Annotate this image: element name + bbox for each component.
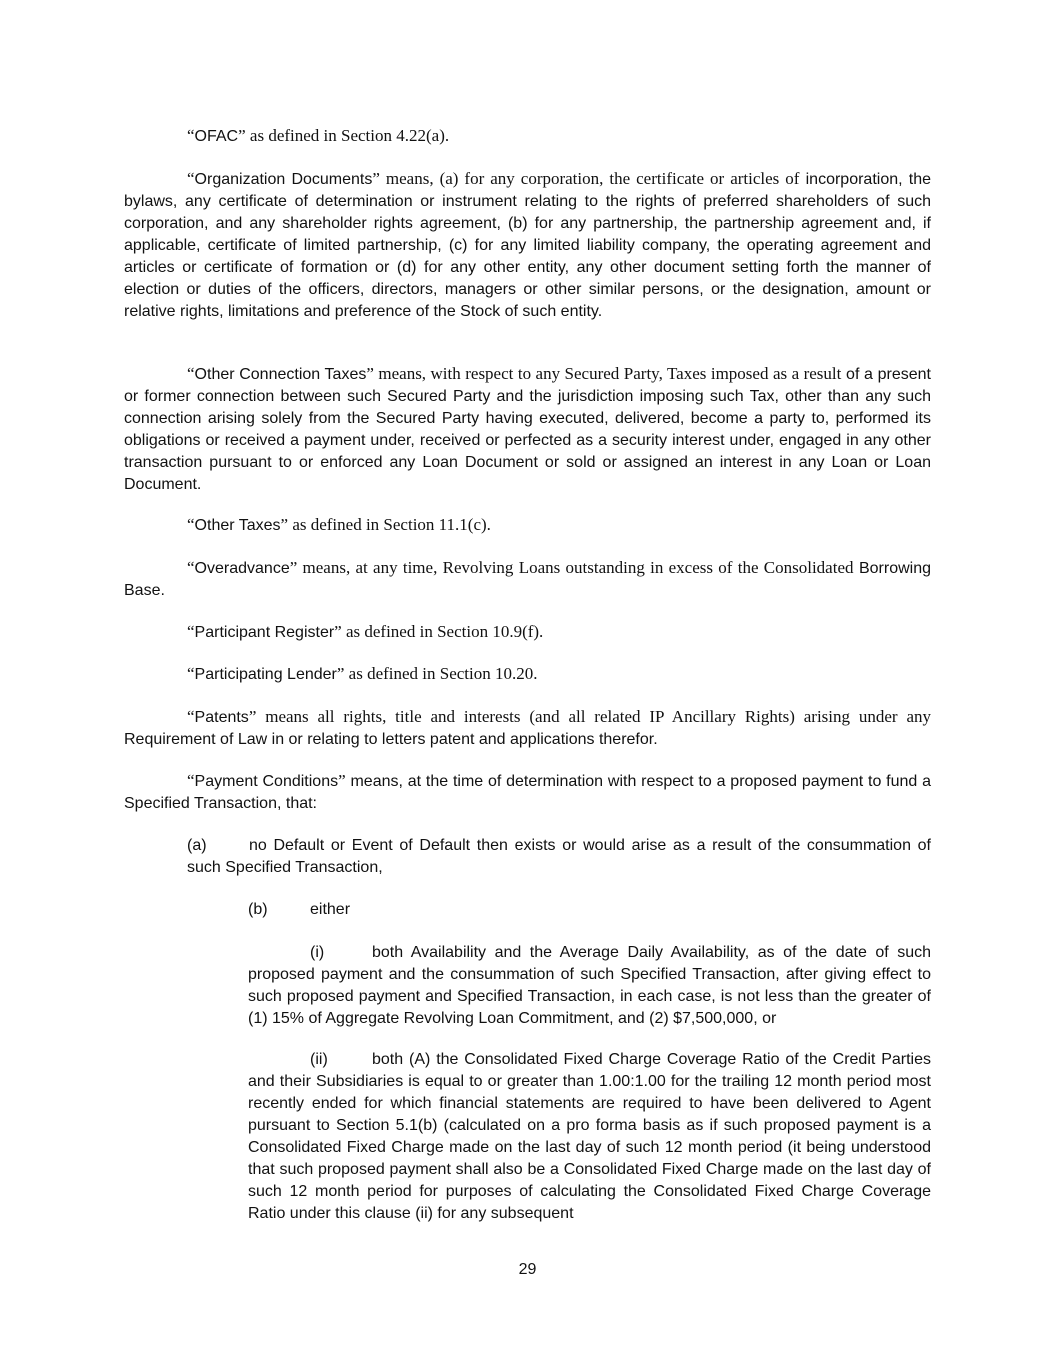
clause-i-label: (i) bbox=[310, 944, 325, 961]
clause-a: (a) no Default or Event of Default then exists or would arise as a result of the consummation of such Specified Transaction, bbox=[187, 837, 931, 876]
clause-b: (b) either bbox=[248, 899, 931, 921]
clause-ii: (ii) both (A) the Consolidated Fixed Charge Coverage Ratio of the Credit Parties and their Subsidiaries is equal to or greater than 1.00:1.00 for the trailing 12 month period most recently ended for which financial statements are required to have been delivered to Agent pursuant to Section 5.1(b) (calculated on a pro forma basis as if such proposed payment is a Consolidated Fixed Charge made on the last day of such 12 month period (it being understood that such proposed payment shall also be a Consolidated Fixed Charge made on the last day of such 12 month period for purposes of calculating the Consolidated Fixed Charge Coverage Ratio under this clause (ii) for any subsequent bbox=[248, 1051, 931, 1222]
clause-a-label: (a) bbox=[187, 837, 207, 854]
definition-participating-lender: “Participating Lender” as defined in Section 10.20. bbox=[187, 664, 538, 683]
definition-overadvance: “Overadvance” means, at any time, Revolving Loans outstanding in excess of the Consolidated Borrowing Base. bbox=[124, 558, 931, 599]
clause-ii-label: (ii) bbox=[310, 1051, 328, 1068]
term-other-taxes: Other Taxes bbox=[194, 517, 281, 534]
definition-other-taxes: “Other Taxes” as defined in Section 11.1(c). bbox=[187, 515, 491, 534]
clause-i: (i) both Availability and the Average Daily Availability, as of the date of such proposed payment and the consummation of such Specified Transaction, after giving effect to such proposed payment and Specified Transaction, in each case, is not less than the greater of (1) 15% of Aggregate Revolving Loan Commitment, and (2) $7,500,000, or bbox=[248, 944, 931, 1027]
page-number: 29 bbox=[518, 1261, 537, 1278]
definition-ofac: “OFAC” as defined in Section 4.22(a). bbox=[187, 126, 450, 145]
term-ofac: OFAC bbox=[194, 128, 239, 145]
term-other-connection-taxes: Other Connection Taxes bbox=[194, 366, 367, 383]
definition-payment-conditions: “Payment Conditions” means, at the time of determination with respect to a proposed payment to fund a Specified Transaction, that: bbox=[124, 771, 932, 812]
term-payment-conditions: Payment Conditions bbox=[194, 773, 339, 790]
definition-participant-register: “Participant Register” as defined in Section 10.9(f). bbox=[187, 622, 544, 641]
definition-organization-documents: “Organization Documents” means, (a) for any corporation, the certificate or articles of incorporation, the bylaws, any certificate of determination or instrument relating to the rights of preferred shareholders of such corporation, and any shareholder rights agreement, (b) for any partnership, the partnership agreement and, if applicable, certificate of limited partnership, (c) for any limited liability company, the operating agreement and articles or certificate of formation or (d) for any other entity, any other document setting forth the manner of election or duties of the officers, directors, managers or other similar persons, or the designation, amount or relative rights, limitations and preference of the Stock of such entity. bbox=[124, 169, 931, 320]
term-participant-register: Participant Register bbox=[194, 624, 335, 641]
term-overadvance: Overadvance bbox=[194, 560, 290, 577]
definition-other-connection-taxes: “Other Connection Taxes” means, with respect to any Secured Party, Taxes imposed as a result of a present or former connection between such Secured Party and the jurisdiction imposing such Tax, other than any such connection arising solely from the Secured Party having executed, delivered, become a party to, performed its obligations or received a payment under, received or perfected as a security interest under, engaged in any other transaction pursuant to or enforced any Loan Document or sold or assigned an interest in any Loan or Loan Document. bbox=[124, 364, 931, 493]
term-organization-documents: Organization Documents bbox=[194, 171, 373, 188]
term-patents: Patents bbox=[194, 709, 249, 726]
definition-patents: “Patents” means all rights, title and interests (and all related IP Ancillary Rights) arising under any Requirement of Law in or relating to letters patent and applications therefor. bbox=[124, 707, 931, 748]
clause-b-label: (b) bbox=[248, 901, 268, 918]
term-participating-lender: Participating Lender bbox=[194, 666, 337, 683]
